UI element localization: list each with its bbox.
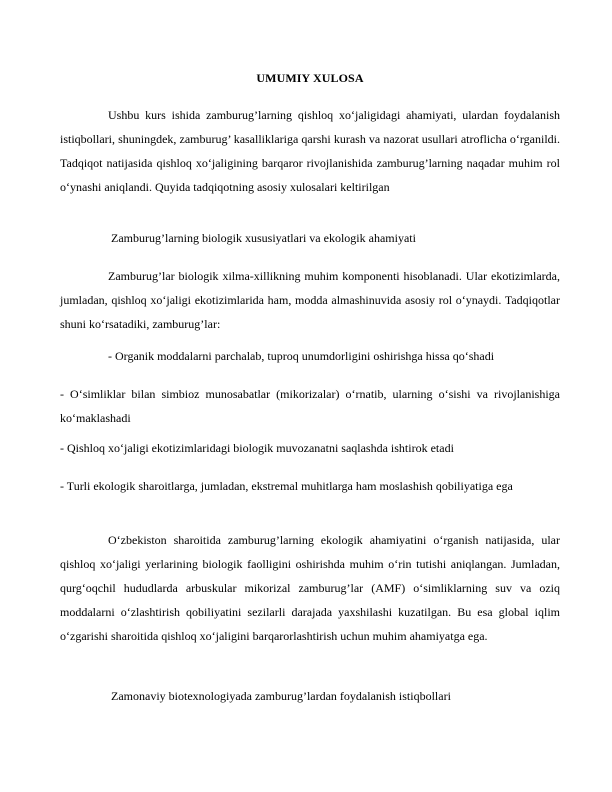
list-item-adaptation: - Turli ekologik sharoitlarga, jumladan, ekstremal muhitlarga ham moslashish qobiliyatiga ega: [60, 479, 513, 493]
list-item-organic-matter: - Organik moddalarni parchalab, tuproq unumdorligini oshirishga hissa qo‘shadi: [108, 349, 495, 363]
page-title: UMUMIY XULOSA: [256, 71, 364, 85]
section-heading-biological-properties: Zamburug’larning biologik xususiyatlari va ekologik ahamiyati: [111, 231, 416, 245]
intro-paragraph: Ushbu kurs ishida zamburug’larning qishloq xo‘jaligidagi ahamiyati, ulardan foydalanish istiqbollari, shuningdek, zamburug’ kasalliklariga qarshi kurash va nazorat usullari atroflicha o‘rganildi. Tadqiqot natijasida qishloq xo‘jaligining barqaror rivojlanishida zamburug’larning naqadar muhim rol o‘ynashi aniqlandi. Quyida tadqiqotning asosiy xulosalari keltirilgan: [60, 108, 560, 194]
list-item-biological-balance: - Qishloq xo‘jaligi ekotizimlaridagi biologik muvozanatni saqlashda ishtirok etadi: [60, 441, 454, 455]
uzbekistan-paragraph: O‘zbekiston sharoitida zamburug’larning ekologik ahamiyatini o‘rganish natijasida, ular qishloq xo‘jaligi yerlarining biologik faolligini oshirishda muhim o‘rin tutishi aniqlangan. Jumladan, qurg‘oqchil hududlarda arbuskular mikorizal zamburug’lar (AMF) o‘simliklarning suv va oziq moddalarni o‘zlashtirish qobiliyatini sezilarli darajada yaxshilashi kuzatilgan. Bu esa global iqlim o‘zgarishi sharoitida qishloq xo‘jaligini barqarorlashtirish uchun muhim ahamiyatga ega.: [60, 533, 560, 643]
section-heading-biotechnology: Zamonaviy biotexnologiyada zamburug’lardan foydalanish istiqbollari: [111, 689, 451, 703]
fungi-biodiversity-paragraph: Zamburug’lar biologik xilma-xillikning muhim komponenti hisoblanadi. Ular ekotizimlarda, jumladan, qishloq xo‘jaligi ekotizimlarida ham, modda almashinuvida asosiy rol o‘ynaydi. Tadqiqotlar shuni ko‘rsatadiki, zamburug’lar:: [60, 269, 560, 331]
list-item-symbiosis: - O‘simliklar bilan simbioz munosabatlar (mikorizalar) o‘rnatib, ularning o‘sishi va rivojlanishiga ko‘maklashadi: [60, 387, 560, 425]
